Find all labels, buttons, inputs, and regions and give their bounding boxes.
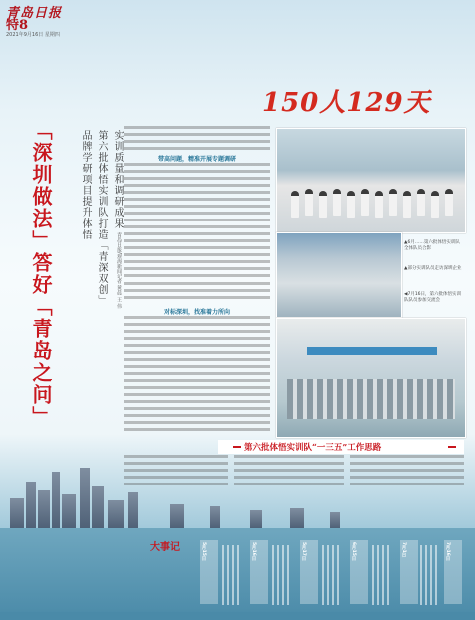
- footer-strip: [0, 612, 475, 620]
- timeline-item: [400, 540, 418, 604]
- date-line: 2021年9月16日 星期四: [6, 32, 60, 38]
- person-figure: [375, 191, 383, 218]
- timeline-date: 5月16日: [251, 542, 256, 561]
- timeline-text: [372, 545, 392, 605]
- timeline-text: [222, 545, 242, 605]
- person-figure: [291, 191, 299, 218]
- page-number: 特8: [6, 18, 29, 33]
- timeline-title: 大事记: [150, 542, 180, 553]
- sub-headline-line: 品牌学研项目提升体悟: [80, 130, 91, 240]
- article-text-column: [124, 163, 270, 221]
- main-headline: 「深圳做法」答好「青岛之问」: [29, 120, 53, 428]
- timeline-text: [322, 545, 342, 605]
- timeline-item: [350, 540, 368, 604]
- timeline-date: 5月17日: [301, 542, 306, 561]
- person-figure: [417, 189, 425, 216]
- article-text-column: [124, 282, 270, 302]
- person-figure: [445, 189, 453, 216]
- byline: 青岛日报/观海新闻记者 黄晨 王 伟: [116, 232, 122, 309]
- group-photo: [276, 128, 466, 233]
- timeline-item: [444, 540, 462, 604]
- city-skyline: [0, 448, 475, 528]
- person-figure: [333, 189, 341, 216]
- person-figure: [305, 189, 313, 216]
- slogan-headline: 150人129天: [262, 88, 431, 118]
- timeline-item: [200, 540, 218, 604]
- article-text-column: [124, 316, 270, 434]
- timeline-text: [420, 545, 440, 605]
- article-text-column: [124, 225, 270, 277]
- masthead: [0, 0, 475, 36]
- meeting-photo: [276, 232, 402, 318]
- conference-photo: [276, 318, 466, 438]
- audience: [287, 379, 455, 419]
- timeline-item: [250, 540, 268, 604]
- stage-banner: [307, 347, 437, 355]
- section-subtitle: 对标深圳，找准着力所向: [163, 309, 230, 316]
- newspaper-logo: 青岛日报: [6, 6, 63, 21]
- article-text-column: [124, 126, 270, 152]
- photo-caption: ▲6月……第六批体悟实训队全体队员合影: [404, 240, 460, 251]
- person-figure: [389, 189, 397, 216]
- person-figure: [431, 191, 439, 218]
- person-figure: [319, 191, 327, 218]
- timeline-date: 7月16日: [445, 542, 450, 561]
- section-subtitle: 带高问题，精准开展专题调研: [157, 156, 236, 163]
- timeline-item: [300, 540, 318, 604]
- sub-headline-line: 实训质量和调研成果: [112, 130, 123, 229]
- photo-caption: ▲部分实训队员走访深圳企业: [404, 266, 462, 271]
- person-figure: [361, 189, 369, 216]
- photo-caption: ◀7月16日，第六批体悟实训队队员参加交流会: [404, 292, 462, 303]
- timeline-text: [272, 545, 292, 605]
- timeline-date: 7月1日: [401, 542, 406, 558]
- person-figure: [347, 191, 355, 218]
- section-banner-title: 第六批体悟实训队“一三五”工作思路: [244, 443, 382, 453]
- timeline-date: 6月15日: [351, 542, 356, 561]
- person-figure: [403, 191, 411, 218]
- timeline-date: 5月15日: [201, 542, 206, 561]
- sub-headline-line: 第六批体悟实训队打造「青深双创」: [96, 130, 107, 306]
